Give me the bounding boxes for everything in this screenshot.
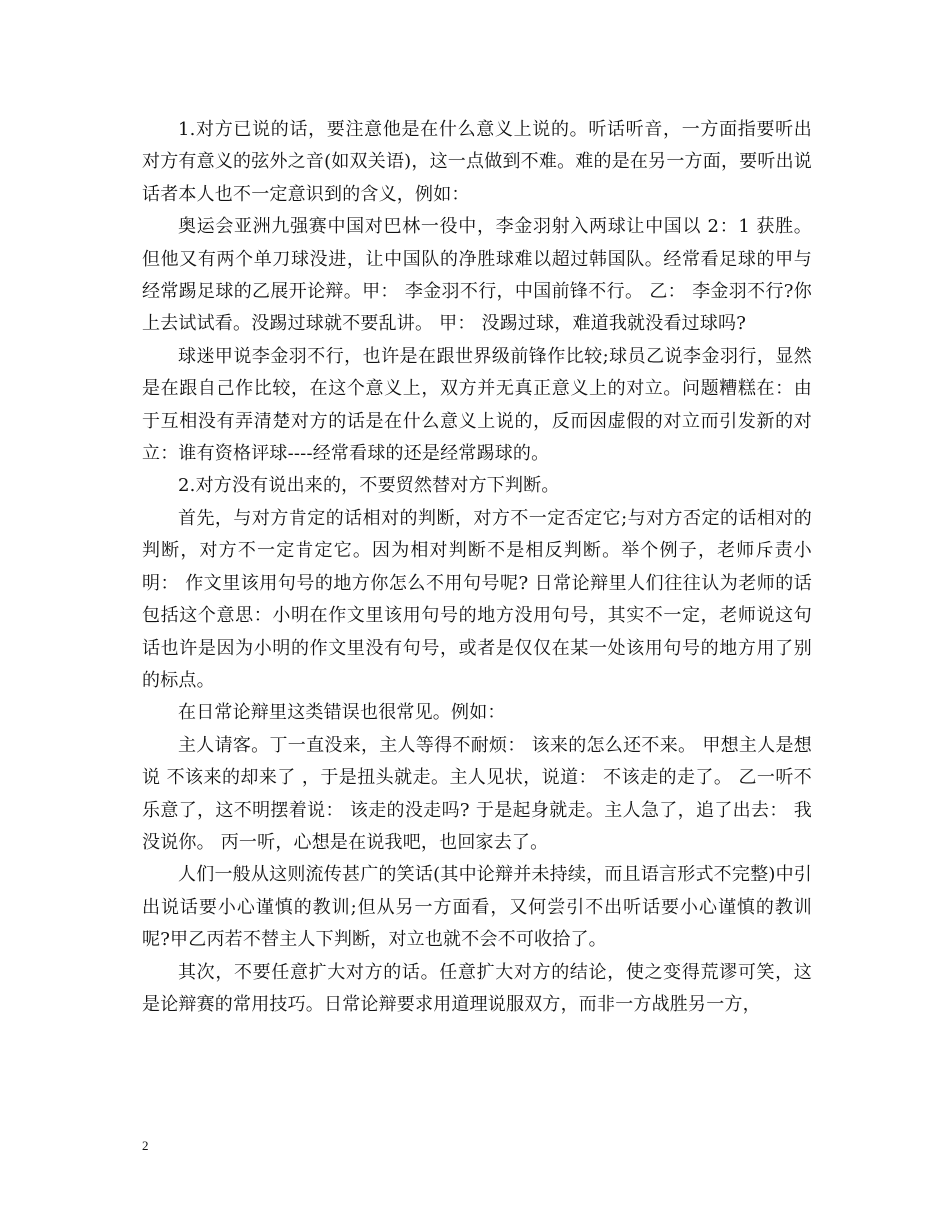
paragraph-1: 1.对方已说的话，要注意他是在什么意义上说的。听话听音，一方面指要听出对方有意义的弦外之音(如双关语)，这一点做到不难。难的是在另一方面，要听出说话者本人也不一定意识到的含义，例如： [142,119,812,205]
document-body [142,114,812,1021]
paragraph-4: 2.对方没有说出来的，不要贸然替对方下判断。 [178,475,560,497]
paragraph-5: 首先，与对方肯定的话相对的判断，对方不一定否定它;与对方否定的话相对的判断，对方不一定肯定它。因为相对判断不是相反判断。举个例子，老师斥责小明： 作文里该用句号的地方你怎么不用句号呢? 日常论辩里人们往往认为老师的话包括这个意思：小明在作文里该用句号的地方没用句号，其实不一定，老师说这句话也许是因为小明的作文里没有句号，或者是仅仅在某一处该用句号的地方用了别的标点。 [142,507,812,691]
paragraph-7: 主人请客。丁一直没来，主人等得不耐烦： 该来的怎么还不来。 甲想主人是想说 不该来的却来了 ，于是扭头就走。主人见状，说道： 不该走的走了。 乙一听不乐意了，这不明摆着说： 该走的没走吗? 于是起身就走。主人急了，追了出去： 我没说你。 丙一听，心想是在说我吧，也回家去了。 [142,734,812,853]
paragraph-6: 在日常论辩里这类错误也很常见。例如： [178,702,506,724]
page-number: 2 [142,1138,149,1153]
paragraph-3: 球迷甲说李金羽不行，也许是在跟世界级前锋作比较;球员乙说李金羽行，显然是在跟自己作比较，在这个意义上，双方并无真正意义上的对立。问题糟糕在：由于互相没有弄清楚对方的话是在什么意义上说的，反而因虚假的对立而引发新的对立：谁有资格评球----经常看球的还是经常踢球的。 [142,345,812,465]
paragraph-8: 人们一般从这则流传甚广的笑话(其中论辩并未持续，而且语言形式不完整)中引出说话要小心谨慎的教训;但从另一方面看，又何尝引不出听话要小心谨慎的教训呢?甲乙丙若不替主人下判断，对立也就不会不可收拾了。 [142,864,812,951]
paragraph-2: 奥运会亚洲九强赛中国对巴林一役中，李金羽射入两球让中国以 2：1 获胜。但他又有两个单刀球没进，让中国队的净胜球难以超过韩国队。经常看足球的甲与经常踢足球的乙展开论辩。甲： 李金羽不行，中国前锋不行。 乙： 李金羽不行?你上去试试看。没踢过球就不要乱讲。 甲： 没踢过球，难道我就没看过球吗? [142,216,812,335]
paragraph-9: 其次，不要任意扩大对方的话。任意扩大对方的结论，使之变得荒谬可笑，这是论辩赛的常用技巧。日常论辩要求用道理说服双方，而非一方战胜另一方， [142,961,812,1015]
